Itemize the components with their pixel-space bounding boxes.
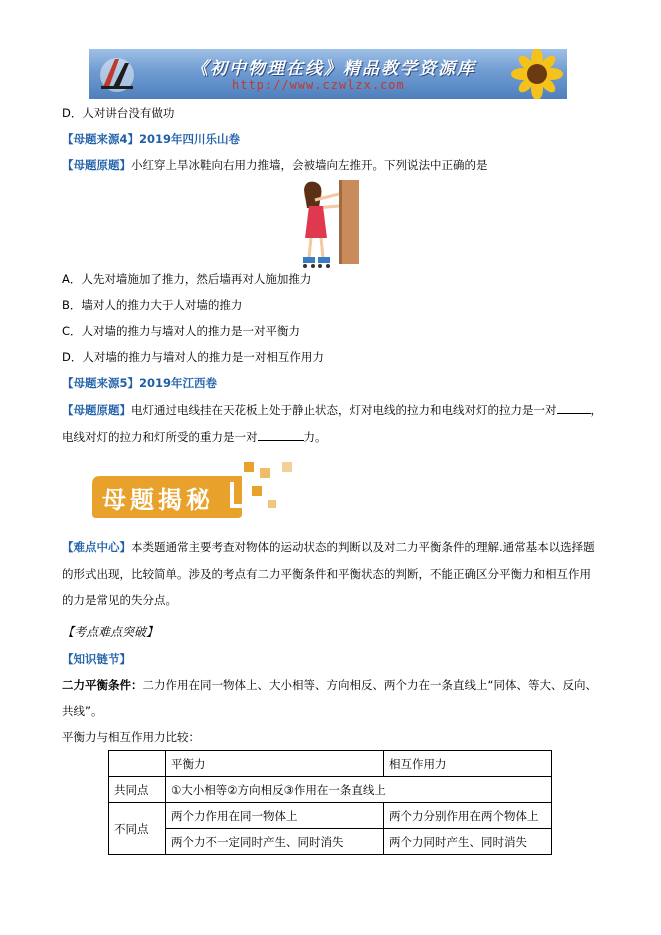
option-d-previous: D．人对讲台没有做功: [62, 106, 175, 120]
source-5: [62, 375, 217, 391]
difficulty-line-3: 的力是常见的失分点。: [62, 593, 177, 607]
question-5-line-2: [62, 428, 327, 445]
question-5-text-b: ，: [590, 403, 602, 417]
table-row: [109, 829, 552, 855]
section-banner-text: 母题揭秘: [102, 486, 214, 514]
sunflower-icon: [497, 49, 567, 99]
knowledge-tag: [62, 651, 131, 667]
answer-blank-2[interactable]: [258, 428, 304, 441]
question-5-text-a: 电灯通过电线挂在天花板上处于静止状态，灯对电线的拉力和电线对灯的拉力是一对: [131, 403, 557, 417]
question-4-tag: 【母题原题】: [62, 158, 131, 172]
question-5-text-c: 电线对灯的拉力和灯所受的重力是一对: [62, 430, 258, 444]
comparison-title: 平衡力与相互作用力比较：: [62, 730, 200, 744]
breakthrough-heading: 【考点难点突破】: [62, 625, 159, 639]
source-4-text: 2019年四川乐山卷: [139, 132, 241, 146]
comparison-table: [108, 750, 552, 855]
source-5-tag: 【母题来源5】: [62, 376, 140, 390]
table-header-cell: 相互作用力: [384, 751, 552, 777]
table-header-row: [109, 751, 552, 777]
table-cell: 两个力同时产生、同时消失: [384, 829, 552, 855]
table-cell: 两个力不一定同时产生、同时消失: [166, 829, 384, 855]
source-4-tag: 【母题来源4】: [62, 132, 140, 146]
knowledge-tag-text: 【知识链节】: [62, 652, 131, 666]
table-row: [109, 777, 552, 803]
section-banner: [92, 462, 297, 520]
table-row-label: 共同点: [109, 777, 166, 803]
table-header-cell: [109, 751, 166, 777]
table-row: [109, 803, 552, 829]
table-cell: 两个力分别作用在两个物体上: [384, 803, 552, 829]
site-logo-icon: [95, 53, 139, 95]
difficulty-text-1: 本类题通常主要考查对物体的运动状态的判断以及对二力平衡条件的理解.通常基本以选择题: [131, 540, 595, 554]
table-cell: 两个力作用在同一物体上: [166, 803, 384, 829]
difficulty-line-2: 的形式出现，比较简单。涉及的考点有二力平衡条件和平衡状态的判断，不能正确区分平衡力和相互作用: [62, 567, 591, 581]
option-d: D．人对墙的推力与墙对人的推力是一对相互作用力: [62, 350, 324, 364]
answer-blank-1[interactable]: [557, 401, 591, 414]
question-4: [62, 157, 488, 173]
girl-pushing-wall-illustration: [299, 178, 361, 270]
header-url: http://www.czwlzx.com: [232, 78, 405, 92]
option-a: A．人先对墙施加了推力，然后墙再对人施加推力: [62, 272, 312, 286]
table-row-label: 不同点: [109, 803, 166, 855]
table-cell: ①大小相等②方向相反③作用在一条直线上: [166, 777, 552, 803]
balance-condition-text: 二力作用在同一物体上、大小相等、方向相反、两个力在一条直线上“同体、等大、反向、: [142, 678, 597, 692]
question-5-text-d: 力。: [303, 430, 327, 444]
table-header-cell: 平衡力: [166, 751, 384, 777]
question-5-tag: 【母题原题】: [62, 403, 131, 417]
balance-condition-line-1: [62, 677, 597, 693]
header-title: 《初中物理在线》精品教学资源库: [191, 59, 476, 79]
header-banner: [89, 49, 567, 99]
source-4: [62, 131, 240, 147]
option-b: B．墙对人的推力大于人对墙的推力: [62, 298, 243, 312]
question-4-text: 小红穿上旱冰鞋向右用力推墙，会被墙向左推开。下列说法中正确的是: [131, 158, 488, 172]
source-5-text: 2019年江西卷: [139, 376, 218, 390]
balance-condition-label: 二力平衡条件：: [62, 678, 143, 692]
option-c: C．人对墙的推力与墙对人的推力是一对平衡力: [62, 324, 301, 338]
difficulty-tag: 【难点中心】: [62, 540, 131, 554]
question-5-line-1: [62, 401, 602, 418]
difficulty-line-1: [62, 539, 595, 555]
balance-condition-line-2: 共线”。: [62, 704, 103, 718]
